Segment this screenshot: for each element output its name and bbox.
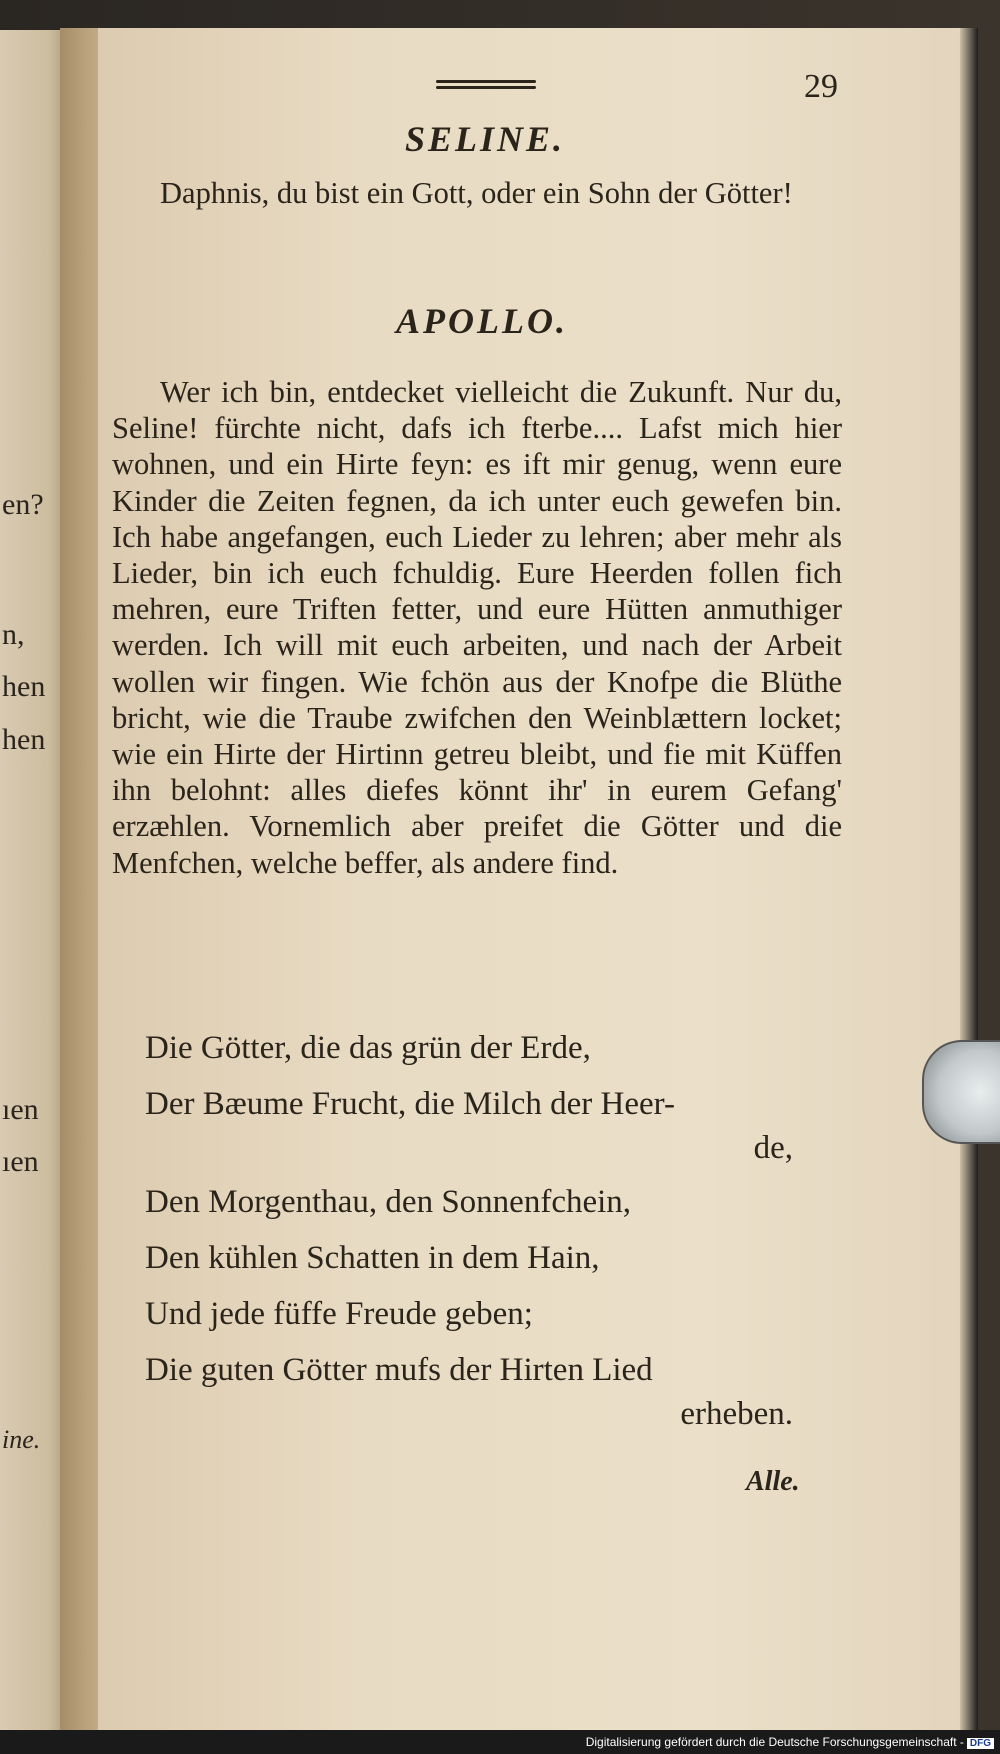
- page-clip: [922, 1040, 1000, 1144]
- facing-page-text: ıen: [2, 1093, 39, 1126]
- verse-line: Der Bæume Frucht, die Milch der Heer-: [145, 1086, 675, 1122]
- page-number: 29: [804, 68, 838, 105]
- facing-page-text: hen: [2, 670, 46, 703]
- header-ornament: [436, 80, 536, 94]
- footer-credit: [586, 1735, 994, 1749]
- verse-line: Und jede füffe Freude geben;: [145, 1296, 533, 1332]
- verse-line: Die guten Götter mufs der Hirten Lied: [145, 1352, 653, 1388]
- footer-text: Digitalisierung gefördert durch die Deutsche Forschungsgemeinschaft -: [585, 1735, 964, 1749]
- facing-page-text: ıen: [2, 1145, 39, 1178]
- speech-paragraph: Daphnis, du bist ein Gott, oder ein Sohn der Götter!: [160, 176, 793, 210]
- speaker-heading: APOLLO.: [396, 301, 568, 341]
- page-edge: [960, 28, 978, 1730]
- dfg-logo-icon: DFG: [967, 1738, 994, 1749]
- speaker-heading: SELINE.: [405, 119, 566, 159]
- song-verse: [145, 1020, 845, 1440]
- speaker-label: Alle.: [746, 1466, 800, 1497]
- verse-line: Die Götter, die das grün der Erde,: [145, 1030, 591, 1066]
- verse-line-continuation: erheben.: [680, 1396, 793, 1432]
- facing-page-text: n,: [2, 618, 25, 651]
- verse-line-continuation: de,: [753, 1130, 793, 1166]
- facing-page-text: ine.: [2, 1425, 41, 1454]
- facing-page-text: hen: [2, 723, 46, 756]
- speech-paragraph: Wer ich bin, entdecket vielleicht die Zukunft. Nur du, Seline! fürchte nicht, dafs ich fterbe.... Lafst mich hier wohnen, und ein Hirte feyn: es ift mir genug, wenn eure Kinder die Zeiten fegnen, da ich unter euch gewefen bin. Ich habe angefangen, euch Lieder zu lehren; aber mehr als Lieder, bin ich euch fchuldig. Eure Heerden follen fich mehren, eure Triften fetter, und eure Hütten anmuthiger werden. Ich will mit euch arbeiten, und nach der Arbeit wollen wir fingen. Wie fchön aus der Knofpe die Blüthe bricht, wie die Traube zwifchen den Weinblættern locket; wie ein Hirte der Hirtinn getreu bleibt, und fie mit Küffen ihn belohnt: alles diefes könnt ihr' in eurem Gefang' erzæhlen. Vornemlich aber preifet die Götter und die Menfchen, welche beffer, als andere find.: [112, 375, 842, 880]
- facing-page-text: en?: [2, 488, 44, 521]
- verse-line: Den Morgenthau, den Sonnenfchein,: [145, 1184, 632, 1220]
- verse-line: Den kühlen Schatten in dem Hain,: [145, 1240, 600, 1276]
